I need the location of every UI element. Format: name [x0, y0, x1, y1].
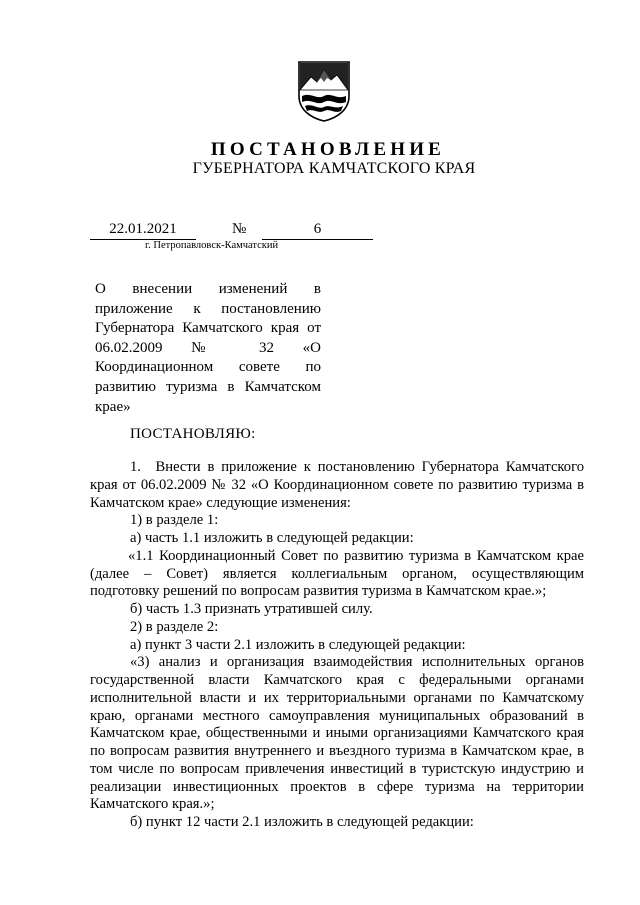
body-paragraph: а) часть 1.1 изложить в следующей редакции: [130, 530, 414, 546]
body-paragraph: «1.1 Координационный Совет по развитию туризма в Камчатском крае (далее – Совет) является коллегиальным органом, осуществляющим подготовку решений по вопросам развития туризма в Камчатском крае.»; [90, 547, 584, 600]
document-date: 22.01.2021 [90, 220, 196, 240]
body-paragraph: 1. Внести в приложение к постановлению Губернатора Камчатского края от 06.02.2009 № 32 «О Координационном совете по развитию туризма в Камчатском крае» следующие изменения: [90, 459, 584, 511]
body-paragraph: б) часть 1.3 признать утратившей силу. [130, 601, 373, 617]
document-body [90, 459, 584, 832]
document-subject: О внесении изменений в приложение к постановлению Губернатора Камчатского края от 06.02.2009 № 32 «О Координационном совете по развитию туризма в Камчатском крае» [95, 281, 321, 415]
document-city: г. Петропавловск-Камчатский [145, 240, 279, 251]
body-paragraph: 1) в разделе 1: [130, 512, 219, 529]
body-paragraph: б) пункт 12 части 2.1 изложить в следующей редакции: [130, 814, 474, 830]
number-sign: № [232, 221, 247, 237]
coat-of-arms-icon [297, 60, 351, 122]
document-title: ПОСТАНОВЛЕНИЕ [210, 139, 446, 160]
body-paragraph: 2) в разделе 2: [130, 618, 219, 635]
document-number: 6 [262, 220, 373, 240]
body-paragraph: «3) анализ и организация взаимодействия исполнительных органов государственной власти Камчатского края с федеральными органами исполнительной власти и их территориальными органами по Камчатскому краю, органами местного самоуправления муниципальных образований в Камчатском крае, общественными и иными организациями Камчатского края по вопросам развития внутреннего и въездного туризма в Камчатском крае, в том числе по вопросам привлечения инвестиций в туристскую индустрию и реализации инвестиционных проектов в сфере туризма на территории Камчатского края.»; [90, 654, 584, 813]
decree-word: ПОСТАНОВЛЯЮ: [130, 426, 256, 442]
body-paragraph: а) пункт 3 части 2.1 изложить в следующей редакции: [130, 636, 466, 653]
document-subtitle: ГУБЕРНАТОРА КАМЧАТСКОГО КРАЯ [192, 160, 476, 177]
